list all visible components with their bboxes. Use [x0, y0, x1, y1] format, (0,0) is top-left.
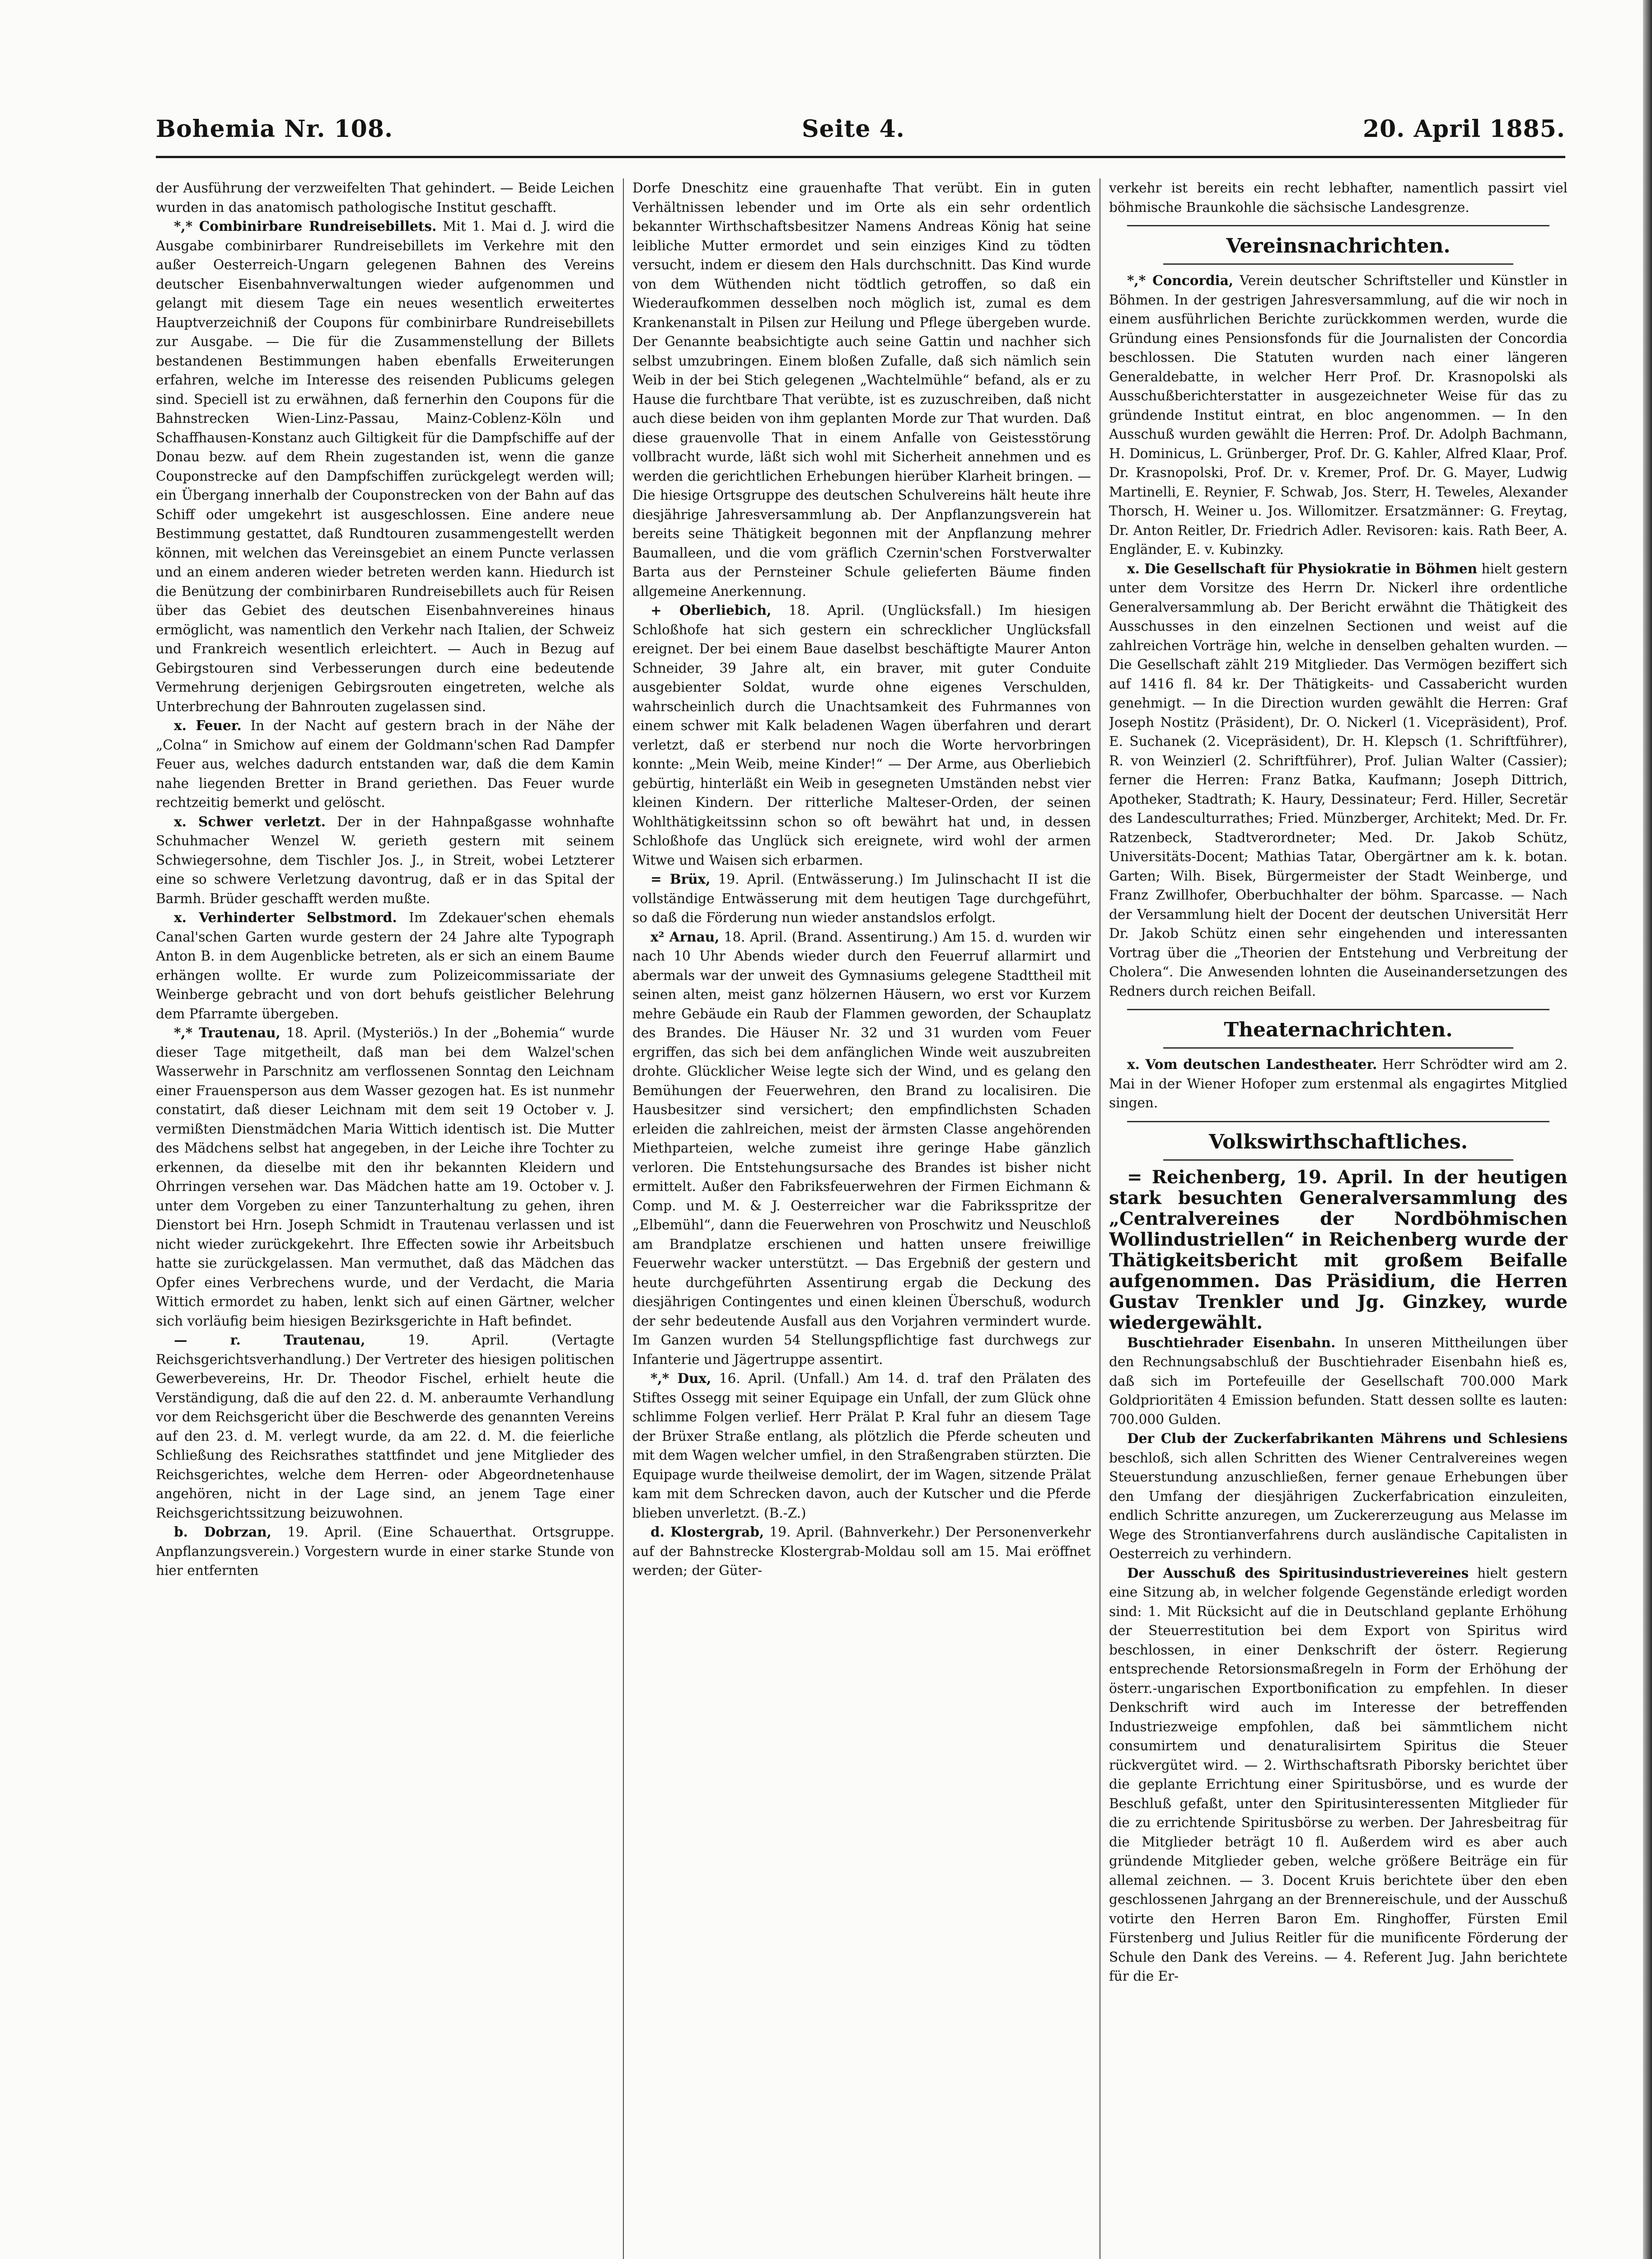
article-headline: *,* Concordia, — [1127, 272, 1234, 288]
article-headline: x. Die Gesellschaft für Physiokratie in Böhmen — [1127, 560, 1478, 576]
article-body: 16. April. (Unfall.) Am 14. d. traf den Prälaten des Stiftes Ossegg mit seiner Equipage ein Unfall, der zum Glück ohne schlimme Folgen verlief. Herr Prälat P. Kral fuhr an diesem Tage der Brüxer Straße entlang, als plötzlich die Pferde scheuten und mit dem Wagen welcher umfiel, in den Straßengraben stürzten. Die Equipage wurde theilweise demolirt, der im Wagen, sitzende Prälat kam mit dem Schrecken davon, auch der Kutscher und die Pferde blieben unverletzt. (B.-Z.) — [632, 1371, 1091, 1521]
article-headline: *,* Trautenau, — [174, 1025, 281, 1040]
section-rule — [1163, 263, 1513, 265]
page-header — [156, 115, 1565, 151]
article-headline: Buschtiehrader Eisenbahn. — [1127, 1334, 1336, 1350]
article-body: 18. April. (Unglücksfall.) Im hiesigen Schloßhofe hat sich gestern ein schrecklicher Unglücksfall ereignet. Der bei einem Baue daselbst beschäftigte Maurer Anton Schneider, 39 Jahre alt, ein braver, mit guter Conduite ausgebienter Soldat, wurde ohne eigenes Verschulden, wahrscheinlich durch die Unachtsamkeit des Fuhrmannes von einem schwer mit Kalk beladenen Wagen überfahren und derart verletzt, daß er sterbend nur noch die Worte hervorbringen konnte: „Mein Weib, meine Kinder!“ — Der Arme, aus Oberliebich gebürtig, hinterläßt ein Weib in gesegneten Umständen nebst vier kleinen Kindern. Der ritterliche Malteser-Orden, der seinen Wohlthätigkeitssinn schon so oft bewährt hat und, in dessen Schloßhofe das Unglück sich ereignete, wird wohl der armen Witwe und Waisen sich erbarmen. — [632, 603, 1091, 868]
section-rule — [1163, 1047, 1513, 1049]
section-rule — [1127, 225, 1549, 226]
article — [156, 1523, 614, 1580]
article — [1109, 1333, 1568, 1429]
article — [632, 1523, 1091, 1580]
article-headline: x. Schwer verletzt. — [174, 813, 326, 830]
article — [1109, 271, 1568, 559]
article-body: Mit 1. Mai d. J. wird die Ausgabe combinirbarer Rundreisebillets im Verkehre mit den außer Oesterreich-Ungarn gelegenen Bahnen des Vereins deutscher Eisenbahnverwaltungen wieder aufgenommen und gelangt mit diesem Tage ein neues wesentlich erweitertes Hauptverzeichniß der Coupons für combinirbare Rundreisebillets zur Ausgabe. — Die für die Zusammenstellung der Billets bestandenen Bestimmungen haben ebenfalls Erweiterungen erfahren, welche im Interesse des reisenden Publicums gelegen sind. Speciell ist zu erwähnen, daß fernerhin den Coupons für die Bahnstrecken Wien-Linz-Passau, Mainz-Coblenz-Köln und Schaffhausen-Konstanz auch Giltigkeit für die Dampfschiffe auf der Donau bezw. auf dem Rhein zugestanden ist, wenn die ganze Couponstrecke auf den Dampfschiffen zurückgelegt werden will; ein Übergang innerhalb der Couponstrecken von der Bahn auf das Schiff oder umgekehrt ist ausgeschlossen. Eine andere neue Bestimmung gestattet, daß Rundtouren zusammengestellt werden können, mit welchen das Vereinsgebiet an einem Puncte verlassen und an einem anderen wieder betreten werden kann. Hiedurch ist die Benützung der combinirbaren Rundreisebillets auch für Reisen über das Gebiet des deutschen Eisenbahnvereines hinaus ermöglicht, was namentlich den Verkehr nach Italien, der Schweiz und Frankreich wesentlich erleichtert. — Auch in Bezug auf Gebirgstouren sind Verbesserungen durch eine bedeutende Vermehrung derjenigen Gebirgsrouten eingetreten, welche als Unterbrechung der Bahnrouten zugelassen sind. — [156, 219, 614, 714]
article — [632, 870, 1091, 928]
column-rule — [623, 178, 624, 2259]
article-body: Der in der Hahnpaßgasse wohnhafte Schuhmacher Wenzel W. gerieth gestern mit seinem Schwiegersohne, dem Tischler Jos. J., in Streit, wobei Letzterer eine so schwere Verletzung davontrug, daß er in das Spital der Barmh. Brüder geschafft werden mußte. — [156, 814, 614, 906]
lead-article — [1109, 1167, 1568, 1333]
column-1 — [156, 178, 614, 2259]
article-headline: d. Klostergrab, — [651, 1524, 764, 1540]
article-body: 18. April. (Mysteriös.) In der „Bohemia“ wurde dieser Tage mitgetheilt, daß man bei dem Walzel'schen Wasserwehr in Parschnitz am verflossenen Sonntag den Leichnam einer Frauensperson aus dem Wasser gezogen hat. Es ist nunmehr constatirt, daß dieser Leichnam mit dem seit 19 October v. J. vermißten Dienstmädchen Maria Wittich identisch ist. Die Mutter des Mädchens selbst hat angegeben, in der Leiche ihre Tochter zu erkennen, da dieselbe mit den ihr bekannten Kleidern und Ohrringen versehen war. Das Mädchen hatte am 19. October v. J. unter dem Vorgeben zu einer Tanzunterhaltung zu gehen, ihren Dienstort bei Hrn. Joseph Schmidt in Trautenau verlassen und ist nicht wieder zurückgekehrt. Ihre Effecten sowie ihr Arbeitsbuch hatte sie zurückgelassen. Man vermuthet, daß das Mädchen das Opfer eines Verbrechens wurde, und der Verdacht, die Maria Wittich ermordet zu haben, lenkt sich auf einen Gärtner, welcher sich vorläufig beim hiesigen Bezirksgerichte in Haft befindet. — [156, 1025, 614, 1329]
article-headline: + Oberliebich, — [651, 602, 772, 618]
issue-date: 20. April 1885. — [1362, 115, 1565, 143]
article-body: In der Nacht auf gestern brach in der Nähe der „Colna“ in Smichow auf einem der Goldmann'schen Rad Dampfer Feuer aus, welches dadurch entstanden war, daß die dem Kamin nahe liegenden Bretter in Brand geriethen. Das Feuer wurde rechtzeitig bemerkt und gelöscht. — [156, 718, 614, 810]
article-body: Im Zdekauer'schen ehemals Canal'schen Garten wurde gestern der 24 Jahre alte Typograph Anton B. in dem Augenblicke betreten, als er sich an einem Baume erhängen wollte. Er wurde zum Polizeicommissariate der Weinberge gebracht und von dort behufs geistlicher Belehrung dem Pfarramte übergeben. — [156, 910, 614, 1022]
article — [156, 1023, 614, 1331]
article-continuation: verkehr ist bereits ein recht lebhafter, namentlich passirt viel böhmische Braunkohle die sächsische Landesgrenze. — [1109, 180, 1568, 215]
article — [632, 601, 1091, 870]
article-body: Herr Schrödter wird am 2. Mai in der Wiener Hofoper zum erstenmal als engagirtes Mitglied singen. — [1109, 1057, 1568, 1111]
article — [1109, 559, 1568, 1001]
article-headline: *,* Combinirbare Rundreisebillets. — [174, 218, 437, 234]
article — [156, 1331, 614, 1523]
section-heading-vereinsnachrichten: Vereinsnachrichten. — [1226, 234, 1451, 258]
section-heading-theaternachrichten: Theaternachrichten. — [1224, 1018, 1453, 1041]
article-headline: — r. Trautenau, — [174, 1332, 365, 1348]
article-body: hielt gestern unter dem Vorsitze des Herrn Dr. Nickerl ihre ordentliche Generalversammlung ab. Der Bericht erwähnt die Thätigkeit des Ausschusses in den einzelnen Sectionen und weist auf die zahlreichen Vorträge hin, welche in denselben gehalten wurden. — Die Gesellschaft zählt 219 Mitglieder. Das Vermögen beziffert sich auf 1416 fl. 84 kr. Der Thätigkeits- und Cassabericht wurden genehmigt. — In die Direction wurden gewählt die Herren: Graf Joseph Nostitz (Präsident), Dr. O. Nickerl (1. Vicepräsident), Prof. E. Suchanek (2. Vicepräsident), Dr. H. Klepsch (1. Schriftführer), R. von Weinzierl (2. Schriftführer), Prof. Julian Walter (Cassier); ferner die Herren: Franz Batka, Kaufmann; Joseph Dittrich, Apotheker, Stadtrath; K. Haury, Dessinateur; Ferd. Hiller, Secretär des Landesculturrathes; Fried. Münzberger, Architekt; Med. Dr. Fr. Ratzenbeck, Stadtverordneter; Med. Dr. Jakob Schütz, Universitäts-Docent; Mathias Tatar, Obergärtner am k. k. botan. Garten; Wilh. Bisek, Bürgermeister der Stadt Weinberge, und Franz Zwillhofer, Oberbuchhalter der böhm. Sparcasse. — Nach der Versammlung hielt der Docent der deutschen Universität Herr Dr. Jakob Schütz einen sehr eingehenden und interessanten Vortrag über die „Theorien der Entstehung und Verbreitung der Cholera“. Die Anwesenden lohnten die Auseinandersetzungen des Redners durch reichen Beifall. — [1109, 561, 1568, 999]
article-headline: x² Arnau, — [651, 928, 720, 945]
article — [156, 217, 614, 716]
section-rule — [1163, 1159, 1513, 1161]
section-heading-volkswirthschaftliches: Volkswirthschaftliches. — [1208, 1130, 1468, 1153]
article-headline: x. Feuer. — [174, 717, 242, 733]
article-body: 19. April. (Vertagte Reichsgerichtsverhandlung.) Der Vertreter des hiesigen politischen Gewerbevereins, Hr. Dr. Theodor Fischel, erhielt heute die Verständigung, daß die auf den 22. d. M. anberaumte Verhandlung vor dem Reichsgericht über die Beschwerde des genannten Vereins auf den 23. d. M. verlegt wurde, da am 22. d. M. die feierliche Schließung des Reichsrathes stattfindet und jene Mitglieder des Reichsgerichtes, welche dem Herren- oder Abgeordnetenhause angehören, nicht in der Lage sind, an jenem Tage einer Reichsgerichtssitzung beizuwohnen. — [156, 1332, 614, 1521]
article-headline: x. Verhinderter Selbstmord. — [174, 909, 397, 925]
column-3 — [1109, 178, 1568, 2259]
article-body: 18. April. (Brand. Assentirung.) Am 15. d. wurden wir nach 10 Uhr Abends wieder durch den Feuerruf allarmirt und abermals war der unweit des Gymnasiums gelegene Stadttheil mit seinen alten, meist ganz hölzernen Häusern, wo erst vor Kurzem mehre Gebäude ein Raub der Flammen geworden, der Schauplatz des Brandes. Die Häuser Nr. 32 und 31 wurden vom Feuer ergriffen, das sich bei dem anfänglichen Winde weit auszubreiten drohte. Glücklicher Weise legte sich der Wind, und es gelang den Bemühungen der Feuerwehren, den Brand zu localisiren. Die Hausbesitzer sind versichert; den empfindlichsten Schaden erleiden die zahlreichen, meist der ärmsten Classe angehörenden Miethparteien, welche zumeist ihre geringe Habe gänzlich verloren. Die Entstehungsursache des Brandes ist bisher nicht ermittelt. Außer den Fabriksfeuerwehren der Firmen Eichmann & Comp. und M. & J. Oesterreicher war die Fabriksspritze der „Elbemühl“, dann die Feuerwehren von Proschwitz und Neuschloß am Brandplatze erschienen und hatten unsere freiwillige Feuerwehr wacker unterstützt. — Das Ergebniß der gestern und heute durchgeführten Assentirung ergab die Deckung des diesjährigen Contingentes und einen kleinen Überschuß, wodurch der sehr bedeutende Ausfall aus den Vorjahren vermindert wurde. Im Ganzen wurden 54 Stellungspflichtige fast durchwegs zur Infanterie und Jägertruppe assentirt. — [632, 929, 1091, 1367]
section-rule — [1127, 1009, 1549, 1010]
article-body: 19. April. (Bahnverkehr.) Der Personenverkehr auf der Bahnstrecke Klostergrab-Moldau soll am 15. Mai eröffnet werden; der Güter- — [632, 1524, 1091, 1578]
section-rule — [1127, 1121, 1549, 1122]
article — [1109, 1055, 1568, 1113]
article-headline: Der Club der Zuckerfabrikanten Mährens und Schlesiens — [1127, 1430, 1568, 1446]
article-headline: *,* Dux, — [651, 1370, 711, 1386]
article-continuation: Dorfe Dneschitz eine grauenhafte That verübt. Ein in guten Verhältnissen lebender und im Orte als ein sehr ordentlich bekannter Wirthschaftsbesitzer Namens Andreas König hat seine leibliche Mutter ermordet und sein einziges Kind zu tödten versucht, indem er diesem den Hals durchschnitt. Das Kind wurde von dem Wüthenden nicht tödtlich getroffen, so daß ein Wiederaufkommen desselben noch möglich ist, zumal es dem Krankenanstalt in Pilsen zur Heilung und Pflege übergeben wurde. Der Genannte beabsichtigte auch seine Gattin und nachher sich selbst umzubringen. Einem bloßen Zufalle, daß sich nämlich sein Weib in der bei Stich gelegenen „Wachtelmühle“ befand, als er zu Hause die furchtbare That verübte, ist es zuzuschreiben, daß nicht auch diese beiden von ihm geplanten Morde zur That wurden. Daß diese grauenvolle That in einem Anfalle von Geistesstörung vollbracht wurde, läßt sich wohl mit Sicherheit annehmen und es werden die gerichtlichen Erhebungen hierüber Klarheit bringen. — Die hiesige Ortsgruppe des deutschen Schulvereins hält heute ihre diesjährige Jahresversammlung ab. Der Anpflanzungsverein hat bereits seine Thätigkeit begonnen mit der Anpflanzung mehrer Baumalleen, und die vom gräflich Czernin'schen Forstverwalter Barta aus der Pernsteiner Schule gelieferten Bäume finden allgemeine Anerkennung. — [632, 180, 1091, 599]
article-continuation: der Ausführung der verzweifelten That gehindert. — Beide Leichen wurden in das anatomisch pathologische Institut geschafft. — [156, 180, 614, 215]
article — [1109, 1564, 1568, 1986]
article-body: beschloß, sich allen Schritten des Wiener Centralvereines wegen Steuerstundung anzuschließen, ferner genaue Erhebungen über den Umfang der diesjährigen Zuckerfabrication einzuleiten, endlich Schritte anzuregen, um Zuckererzeugung aus Melasse im Wege des Strontianverfahrens durch ausländische Capitalisten in Oesterreich zu verhindern. — [1109, 1450, 1568, 1561]
article — [156, 908, 614, 1023]
header-rule — [156, 156, 1565, 158]
article-headline: b. Dobrzan, — [174, 1524, 271, 1540]
article — [632, 928, 1091, 1369]
article-headline: = Brüx, — [651, 871, 711, 887]
article-body: Verein deutscher Schriftsteller und Künstler in Böhmen. In der gestrigen Jahresversammlung, auf die wir noch in einem ausführlichen Berichte zurückkommen werden, wurde die Gründung eines Pensionsfonds für die Journalisten der Concordia beschlossen. Die Statuten wurden nach einer längeren Generaldebatte, in welcher Herr Prof. Dr. Krasnopolski als Ausschußberichterstatter in ausgezeichneter Weise für das zu gründende Institut eintrat, en bloc angenommen. — In den Ausschuß wurden gewählt die Herren: Prof. Dr. Adolph Bachmann, H. Dominicus, L. Grünberger, Prof. Dr. G. Kahler, Alfred Klaar, Prof. Dr. Krasnopolski, Prof. Dr. v. Kremer, Prof. Dr. G. Mayer, Ludwig Martinelli, E. Reynier, F. Schwab, Jos. Sterr, H. Teweles, Alexander Thorsch, H. Weiner u. Jos. Willomitzer. Ersatzmänner: G. Freytag, Dr. Anton Reitler, Dr. Friedrich Adler. Revisoren: kais. Rath Beer, A. Engländer, E. v. Kubinzky. — [1109, 273, 1568, 557]
article-body: 19. April. (Eine Schauerthat. Ortsgruppe. Anpflanzungsverein.) Vorgestern wurde in einer starke Stunde von hier entfernten — [156, 1524, 614, 1578]
article-headline: Der Ausschuß des Spiritusindustrievereines — [1127, 1565, 1469, 1581]
column-2 — [632, 178, 1091, 2259]
article-headline: = Reichenberg, — [1127, 1166, 1287, 1188]
masthead-issue: Bohemia Nr. 108. — [156, 115, 393, 143]
article-body: In unseren Mittheilungen über den Rechnungsabschluß der Buschtiehrader Eisenbahn hieß es, daß sich im Portefeuille der Gesellschaft 700.000 Mark Goldprioritäten 4 Emission befunden. Statt dessen sollte es lauten: 700.000 Gulden. — [1109, 1335, 1568, 1427]
article — [156, 812, 614, 909]
page-number: Seite 4. — [802, 115, 905, 143]
article-body: 19. April. In der heutigen stark besuchten Generalversammlung des „Centralvereines der Nordböhmischen Wollindustriellen“ in Reichenberg wurde der Thätigkeitsbericht mit großem Beifalle aufgenommen. Das Präsidium, die Herren Gustav Trenkler und Jg. Ginzkey, wurde wiedergewählt. — [1109, 1166, 1568, 1333]
article — [632, 1369, 1091, 1523]
article — [156, 716, 614, 812]
article-body: 19. April. (Entwässerung.) Im Julinschacht II ist die vollständige Entwässerung mit dem heutigen Tage durchgeführt, so daß die Förderung nun wieder anstandslos erfolgt. — [632, 872, 1091, 925]
article-body: hielt gestern eine Sitzung ab, in welcher folgende Gegenstände erledigt worden sind: 1. Mit Rücksicht auf die in Deutschland geplante Erhöhung der Steuerrestitution bei dem Export von Spiritus wird beschlossen, in einer Denkschrift der österr. Regierung entsprechende Retorsionsmaßregeln in Form der Erhöhung der österr.-ungarischen Exportbonification zu empfehlen. In dieser Denkschrift wird auch im Interesse der betreffenden Industriezweige empfohlen, daß bei sämmtlichem nicht consumirtem und denaturalisirtem Spiritus die Steuer rückvergütet wird. — 2. Wirthschaftsrath Piborsky berichtet über die geplante Errichtung einer Spiritusbörse, und es wurde der Beschluß gefaßt, unter den Spiritusinteressenten Mitglieder für die zu errichtende Spiritusbörse zu werben. Der Jahresbeitrag für die Mitglieder beträgt 10 fl. Außerdem wird es aber auch gründende Mitglieder geben, welche größere Beiträge ein für allemal zeichnen. — 3. Docent Kruis berichtete über den eben geschlossenen Jahrgang an der Brennereischule, und der Ausschuß votirte den Herren Baron Em. Ringhoffer, Fürsten Emil Fürstenberg und Julius Reitler für die munificente Förderung der Schule den Dank des Vereins. — 4. Referent Jug. Jahn berichtete für die Er- — [1109, 1565, 1568, 1984]
scan-edge — [1643, 0, 1652, 2259]
article-headline: x. Vom deutschen Landestheater. — [1127, 1056, 1377, 1072]
article — [1109, 1429, 1568, 1564]
